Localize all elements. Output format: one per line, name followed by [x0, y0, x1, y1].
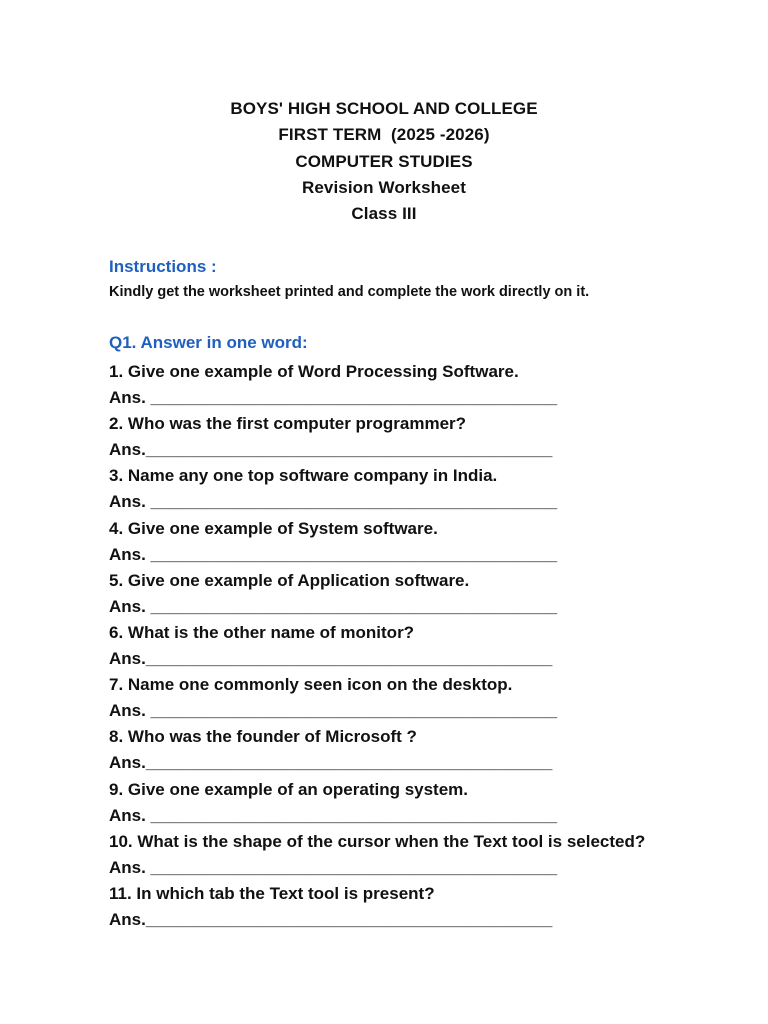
- question-11: 11. In which tab the Text tool is present?: [109, 883, 435, 903]
- answer-line-1[interactable]: Ans. ___________________________________________: [109, 388, 558, 408]
- term-label: FIRST TERM (2025 -2026): [278, 125, 490, 145]
- question-10: 10. What is the shape of the cursor when the Text tool is selected?: [109, 831, 646, 851]
- answer-line-6[interactable]: Ans.___________________________________________: [109, 649, 553, 669]
- answer-line-4[interactable]: Ans. ___________________________________________: [109, 544, 558, 564]
- answer-line-8[interactable]: Ans.___________________________________________: [109, 753, 553, 773]
- question-6: 6. What is the other name of monitor?: [109, 622, 415, 642]
- instructions-text: Kindly get the worksheet printed and complete the work directly on it.: [109, 284, 590, 300]
- worksheet-header: [0, 96, 768, 227]
- instructions-heading: Instructions :: [109, 257, 217, 276]
- question-7: 7. Name one commonly seen icon on the desktop.: [109, 675, 513, 695]
- answer-line-9[interactable]: Ans. ___________________________________________: [109, 805, 558, 825]
- worksheet-title: Revision Worksheet: [302, 177, 466, 197]
- subject-label: COMPUTER STUDIES: [295, 151, 473, 171]
- answer-line-10[interactable]: Ans. ___________________________________________: [109, 857, 558, 877]
- question-1: 1. Give one example of Word Processing Software.: [109, 362, 519, 381]
- question-9: 9. Give one example of an operating system.: [109, 779, 469, 799]
- question-4: 4. Give one example of System software.: [109, 518, 438, 538]
- question-3: 3. Name any one top software company in India.: [109, 466, 498, 486]
- answer-line-7[interactable]: Ans. ___________________________________________: [109, 701, 558, 721]
- answer-line-5[interactable]: Ans. ___________________________________________: [109, 596, 558, 616]
- school-name: BOYS' HIGH SCHOOL AND COLLEGE: [230, 99, 538, 118]
- answer-line-11[interactable]: Ans.___________________________________________: [109, 909, 553, 929]
- question-8: 8. Who was the founder of Microsoft ?: [109, 727, 417, 747]
- section-heading: Q1. Answer in one word:: [109, 333, 308, 352]
- question-list: [109, 359, 729, 933]
- question-5: 5. Give one example of Application software.: [109, 570, 470, 590]
- question-2: 2. Who was the first computer programmer?: [109, 414, 467, 434]
- answer-line-2[interactable]: Ans.___________________________________________: [109, 440, 553, 460]
- class-label: Class III: [351, 204, 417, 224]
- answer-line-3[interactable]: Ans. ___________________________________________: [109, 492, 558, 512]
